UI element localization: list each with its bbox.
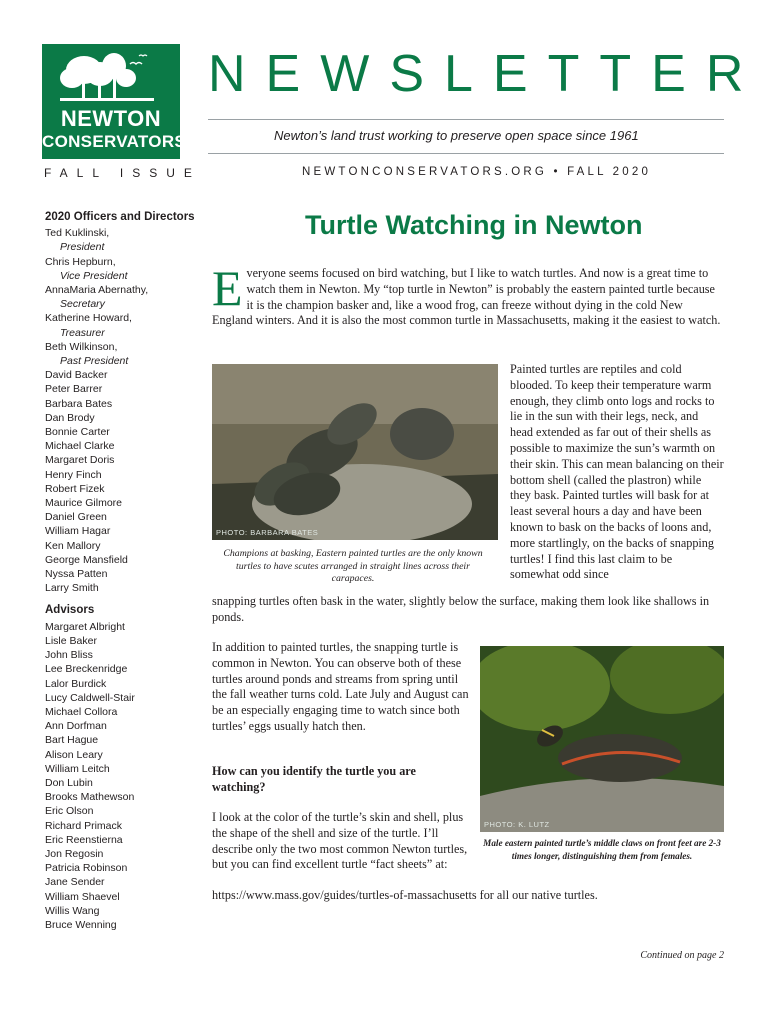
- director-name: Daniel Green: [45, 511, 107, 524]
- officers-sidebar: [45, 210, 205, 932]
- advisor-name: Lee Breckenridge: [45, 663, 128, 676]
- officer-role: President: [60, 241, 105, 254]
- photo1-caption: Champions at basking, Eastern painted turtles are the only known turtles to have scutes arranged in straight lines across their carapaces.: [223, 548, 483, 584]
- officer-name: Ted Kuklinski,: [45, 227, 110, 240]
- advisor-name: Lalor Burdick: [45, 677, 107, 690]
- director-name: Dan Brody: [45, 411, 95, 424]
- basking-turtles-photo: [212, 364, 498, 540]
- advisors-heading: Advisors: [45, 604, 95, 617]
- advisor-name: Don Lubin: [45, 776, 93, 789]
- advisor-name: John Bliss: [45, 649, 93, 662]
- photo2-caption: Male eastern painted turtle’s middle claws on front feet are 2-3 times longer, distinguishing them from females.: [483, 838, 721, 861]
- advisor-name: Jane Sender: [45, 876, 105, 889]
- officer-name: AnnaMaria Abernathy,: [45, 284, 149, 297]
- advisor-name: Lisle Baker: [45, 634, 97, 647]
- director-name: Peter Barrer: [45, 383, 103, 396]
- director-name: Robert Fizek: [45, 482, 105, 495]
- newton-conservators-logo: [42, 44, 187, 159]
- advisor-name: Richard Primack: [45, 819, 123, 832]
- website-and-date: NEWTONCONSERVATORS.ORG • FALL 2020: [302, 166, 652, 178]
- intro-text: veryone seems focused on bird watching, but I like to watch turtles. And now is a great time to watch them in Newton. My “top turtle in Newton” is probably the eastern painted turtle because it is the champion basker and, like a wood frog, can freeze without dying in the cold New England winters. And it is also the most common turtle in Massachusetts, making it the easiest to watch.: [212, 266, 721, 328]
- director-name: Henry Finch: [45, 468, 102, 481]
- advisor-name: Eric Reenstierna: [45, 833, 123, 846]
- director-name: Maurice Gilmore: [45, 497, 123, 510]
- advisor-name: Brooks Mathewson: [45, 791, 135, 804]
- advisor-name: Patricia Robinson: [45, 862, 128, 875]
- officers-list: [45, 226, 205, 368]
- identify-paragraph: I look at the color of the turtle’s skin and shell, plus the shape of the shell and size of the turtle. I’ll describe only the two most common Newton turtles, but you can find excellent turtle “fact sheets” at:: [212, 810, 468, 872]
- article-intro: [212, 260, 724, 329]
- officer-name: Katherine Howard,: [45, 312, 132, 325]
- masthead-rule-bottom: [208, 153, 724, 154]
- tagline: Newton’s land trust working to preserve open space since 1961: [274, 128, 639, 143]
- director-name: David Backer: [45, 369, 108, 382]
- director-name: Ken Mallory: [45, 539, 101, 552]
- advisor-name: William Leitch: [45, 762, 110, 775]
- advisor-name: Ann Dorfman: [45, 720, 107, 733]
- officer-name: Chris Hepburn,: [45, 255, 116, 268]
- advisor-name: William Shaevel: [45, 890, 120, 903]
- identify-subheading: How can you identify the turtle you are watching?: [212, 764, 416, 794]
- officer-role: Vice President: [60, 269, 128, 282]
- fact-sheets-url: https://www.mass.gov/guides/turtles-of-massachusetts for all our native turtles.: [212, 888, 598, 902]
- article-title: Turtle Watching in Newton: [305, 210, 643, 240]
- logo-name-line1: NEWTON: [60, 106, 162, 131]
- continued-note: Continued on page 2: [640, 950, 724, 961]
- issue-label: FALL ISSUE: [44, 166, 201, 180]
- advisor-name: Willis Wang: [45, 904, 100, 917]
- director-name: William Hagar: [45, 525, 111, 538]
- painted-turtle-paragraph: Painted turtles are reptiles and cold blooded. To keep their temperature warm enough, they climb onto logs and rocks to lie in the sun with their legs, neck, and head extended as far out of their shells as possible to maximize the sun’s warmth on their skin. This can mean balancing on their bottom shell (called the plastron) while they bask. Painted turtles will bask for at least several hours a day and have been known to bask on the backs of loons and, more startlingly, on the backs of snapping turtles! I find this last claim to be somewhat odd since: [510, 362, 724, 582]
- photo1-credit: PHOTO: BARBARA BATES: [216, 528, 319, 537]
- directors-list: [45, 368, 205, 595]
- advisor-name: Alison Leary: [45, 748, 103, 761]
- director-name: Margaret Doris: [45, 454, 115, 467]
- advisor-name: Bart Hague: [45, 734, 99, 747]
- officer-role: Past President: [60, 355, 129, 368]
- logo-name-line2: CONSERVATORS: [42, 132, 187, 151]
- advisor-name: Bruce Wenning: [45, 918, 117, 931]
- advisor-name: Michael Collora: [45, 705, 118, 718]
- director-name: George Mansfield: [45, 553, 128, 566]
- officer-role: Treasurer: [60, 326, 105, 339]
- officer-role: Secretary: [60, 298, 105, 311]
- drop-cap: E: [212, 260, 243, 316]
- trees-and-birds-icon: [42, 44, 180, 106]
- advisor-name: Lucy Caldwell-Stair: [45, 691, 135, 704]
- painted-turtle-paragraph-end: snapping turtles often bask in the water, slightly below the surface, making them look like shallows in ponds.: [212, 594, 710, 624]
- director-name: Barbara Bates: [45, 397, 113, 410]
- advisors-list: [45, 620, 205, 932]
- director-name: Bonnie Carter: [45, 426, 110, 439]
- director-name: Nyssa Patten: [45, 568, 108, 581]
- director-name: Michael Clarke: [45, 440, 115, 453]
- photo2-credit: PHOTO: K. LUTZ: [484, 820, 550, 829]
- director-name: Larry Smith: [45, 582, 99, 595]
- advisor-name: Eric Olson: [45, 805, 94, 818]
- male-painted-turtle-photo: [480, 646, 724, 832]
- officer-name: Beth Wilkinson,: [45, 340, 118, 353]
- newsletter-masthead: NEWSLETTER: [208, 45, 764, 103]
- snapping-turtle-paragraph: In addition to painted turtles, the snapping turtle is common in Newton. You can observe both of these turtles around ponds and streams from spring until the fall weather turns cold. Late July and August can be an especially engaging time to watch since both turtles’ eggs usually hatch then.: [212, 640, 469, 733]
- officers-heading: 2020 Officers and Directors: [45, 211, 195, 223]
- advisor-name: Margaret Albright: [45, 620, 125, 633]
- advisor-name: Jon Regosin: [45, 847, 104, 860]
- masthead-rule-top: [208, 119, 724, 120]
